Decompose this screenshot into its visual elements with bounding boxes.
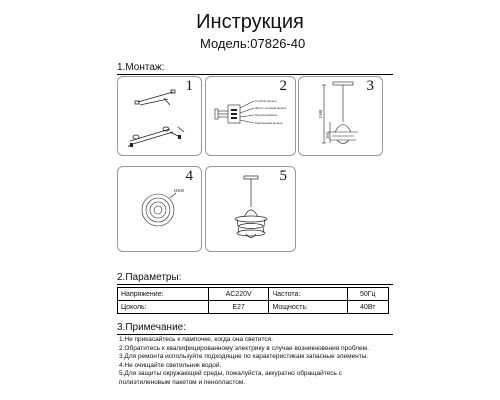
figure-2-number: 2 (279, 78, 287, 94)
notes-list (119, 336, 369, 388)
figure-5-box (205, 166, 296, 252)
param-value: 40Вт (347, 301, 388, 314)
note-item: 3.Для ремонта используйте подходящие по характеристикам запасные элементы. (119, 353, 369, 361)
figure-4-number: 4 (185, 168, 193, 184)
model-number: Модель:07826-40 (200, 36, 306, 51)
figure-4-box (117, 166, 202, 252)
notes-rule (117, 334, 393, 335)
params-rule (117, 284, 393, 285)
params-heading: 2.Параметры: (117, 272, 182, 283)
pendant-lamp-illustration (206, 167, 297, 253)
param-value: E27 (208, 301, 269, 314)
param-value: AC220V (208, 288, 269, 301)
figure-3-box (298, 76, 383, 156)
parameters-table (117, 287, 389, 314)
mounting-rule (117, 74, 393, 75)
notes-heading: 3.Примечание: (117, 322, 186, 333)
shade-top-view-drawing (118, 167, 203, 253)
wire-label-ground: Желто-зеленый провод (255, 106, 287, 110)
param-label: Частота: (269, 288, 347, 301)
wiring-diagram (206, 77, 297, 157)
figure-1-box (117, 76, 202, 156)
note-item: полиэтиленовым пакетом и пенопластом. (119, 378, 246, 386)
note-item: 5.Для защиты окружающей среды, пожалуйста, аккуратно обращайтесь с (119, 370, 342, 378)
param-label: Цоколь: (118, 301, 209, 314)
param-label: Мощность: (269, 301, 347, 314)
wire-label-fuse: Предохранитель (255, 113, 278, 117)
dimension-height: 1500 (318, 110, 323, 119)
figure-2-box (205, 76, 296, 156)
table-row (118, 301, 389, 314)
pendant-dimensions-drawing (299, 77, 384, 157)
figure-1-number: 1 (185, 78, 193, 94)
note-item: 2.Обратитесь к квалифицированному электрику в случае возникновения проблем. (119, 344, 369, 352)
wire-label-brown: Коричневый провод (255, 121, 283, 125)
param-value: 50Гц (347, 288, 388, 301)
document-title: Инструкция (196, 11, 304, 33)
figure-3-number: 3 (366, 78, 374, 94)
table-row (118, 288, 389, 301)
dimension-shade-height: 260 (325, 132, 330, 139)
note-item: 1.Не прикасайтесь к лампочке, когда она светится. (119, 336, 273, 343)
param-label: Напряжение: (118, 288, 209, 301)
note-item: 4.Не очищайте светильник водой. (119, 361, 222, 369)
figure-5-number: 5 (279, 168, 287, 184)
wire-label-blue: Голубой провод (255, 99, 277, 103)
bracket-assembly-illustration (118, 77, 203, 157)
dimension-diameter: Ø400 (174, 188, 184, 193)
mounting-heading: 1.Монтаж: (117, 62, 165, 73)
